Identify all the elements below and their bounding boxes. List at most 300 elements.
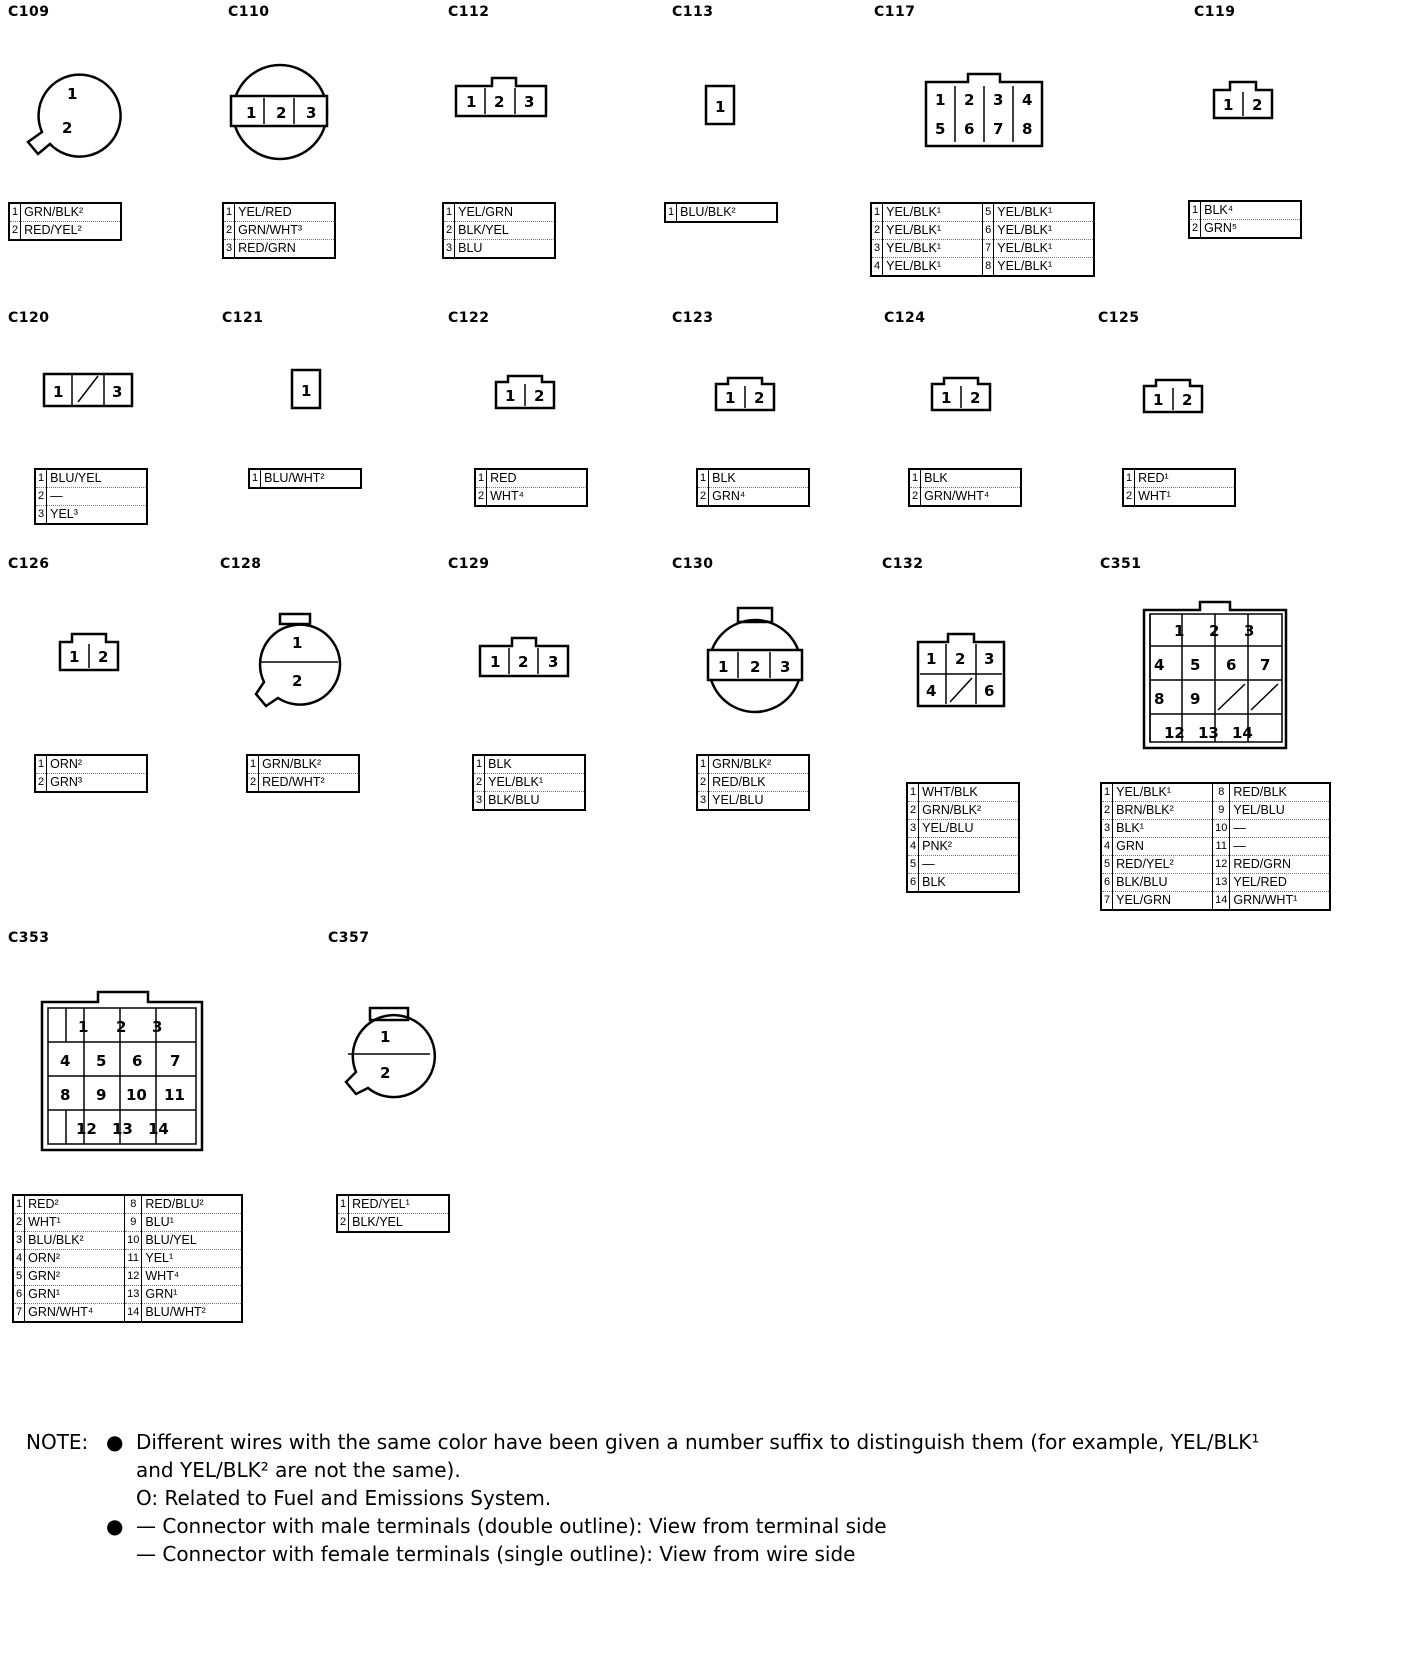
- wire-table: [908, 468, 1022, 507]
- wire-table: [472, 754, 586, 811]
- pin-number: 6: [1101, 874, 1113, 892]
- pin-number: 6: [983, 222, 994, 240]
- pin-number: 6: [13, 1286, 25, 1304]
- wire-row: [13, 1232, 242, 1250]
- pin-number: 1: [909, 469, 921, 488]
- svg-text:2: 2: [970, 389, 981, 407]
- wire-color: BLK/YEL: [455, 222, 556, 240]
- wire-color: WHT/BLK: [919, 783, 1020, 802]
- wire-color: YEL/BLK¹: [886, 259, 942, 273]
- wire-color: GRN/WHT³: [235, 222, 336, 240]
- wire-row: [9, 222, 121, 241]
- note-line-3: O: Related to Fuel and Emissions System.: [136, 1486, 552, 1510]
- svg-text:6: 6: [132, 1052, 143, 1070]
- svg-text:1: 1: [715, 98, 726, 116]
- wire-color: GRN/BLK²: [259, 755, 360, 774]
- svg-text:2: 2: [750, 658, 761, 676]
- wire-row: [1101, 802, 1330, 820]
- wire-color: YEL/BLU: [1230, 802, 1331, 820]
- svg-text:2: 2: [518, 653, 529, 671]
- pin-number: 2: [907, 802, 919, 820]
- wire-row: [1101, 820, 1330, 838]
- svg-text:2: 2: [98, 648, 109, 666]
- wire-table: [248, 468, 362, 489]
- wire-row: [697, 774, 809, 792]
- wire-row: [443, 222, 555, 240]
- wire-row: [223, 222, 335, 240]
- wire-row: [665, 203, 777, 222]
- svg-text:1: 1: [935, 91, 946, 109]
- connector-face: [916, 632, 1010, 712]
- wire-row: [35, 488, 147, 506]
- wire-table: [1100, 782, 1331, 911]
- wire-color: GRN/BLK²: [21, 203, 122, 222]
- svg-text:9: 9: [96, 1086, 107, 1104]
- wire-row: [473, 792, 585, 811]
- wire-color: BLK¹: [1113, 820, 1213, 838]
- pin-number: 1: [697, 755, 709, 774]
- wire-row: [13, 1268, 242, 1286]
- connector-face: [252, 612, 352, 712]
- wire-table: [906, 782, 1020, 893]
- pin-number: 2: [1101, 802, 1113, 820]
- wire-color: YEL/BLK¹: [883, 240, 983, 258]
- connector-id: C351: [1100, 556, 1142, 572]
- svg-text:12: 12: [76, 1120, 97, 1138]
- svg-text:13: 13: [112, 1120, 133, 1138]
- svg-text:8: 8: [1022, 120, 1033, 138]
- svg-text:6: 6: [1226, 656, 1237, 674]
- pin-number: 4: [907, 838, 919, 856]
- connector-face: [22, 62, 122, 162]
- connector-face: [930, 374, 996, 414]
- svg-text:3: 3: [112, 383, 123, 401]
- wire-row: [35, 755, 147, 774]
- wire-color: RED/BLK: [1230, 783, 1331, 802]
- wire-row: [1189, 220, 1301, 239]
- svg-text:2: 2: [276, 104, 287, 122]
- wire-row: [443, 240, 555, 259]
- pin-number: 2: [35, 774, 47, 793]
- pin-number: 10: [125, 1232, 142, 1250]
- wire-row: [13, 1195, 242, 1214]
- svg-text:1: 1: [1174, 622, 1185, 640]
- wire-color: YEL³: [50, 507, 78, 521]
- pin-number: 2: [443, 222, 455, 240]
- pin-number: 11: [1213, 838, 1230, 856]
- wire-color: BLU/BLK²: [680, 205, 736, 219]
- pin-number: 2: [909, 488, 921, 507]
- svg-text:3: 3: [152, 1018, 163, 1036]
- wire-color: YEL/BLK¹: [994, 222, 1095, 240]
- svg-text:4: 4: [1154, 656, 1165, 674]
- svg-text:11: 11: [164, 1086, 185, 1104]
- wire-color: BLK/YEL: [352, 1215, 403, 1229]
- wire-table: [696, 754, 810, 811]
- pin-number: 1: [223, 203, 235, 222]
- wire-row: [907, 802, 1019, 820]
- connector-id: C357: [328, 930, 370, 946]
- pin-number: 14: [125, 1304, 142, 1323]
- connector-id: C132: [882, 556, 924, 572]
- pin-number: 2: [1189, 220, 1201, 239]
- wire-color: YEL/RED: [1230, 874, 1331, 892]
- wire-color: RED/YEL²: [24, 223, 82, 237]
- wire-row: [475, 469, 587, 488]
- wire-row: [907, 856, 1019, 874]
- wire-color: BLU: [458, 241, 483, 255]
- wire-color: WHT⁴: [490, 489, 524, 503]
- svg-text:4: 4: [60, 1052, 71, 1070]
- connector-face: [924, 72, 1048, 152]
- connector-face: [704, 84, 738, 128]
- note-line-1: Different wires with the same color have been given a number suffix to distinguish them (for example, YEL/BLK¹: [136, 1430, 1260, 1454]
- wire-color: YEL/BLK¹: [994, 203, 1095, 222]
- pin-number: 4: [1101, 838, 1113, 856]
- wire-color: RED: [487, 469, 588, 488]
- wire-row: [35, 506, 147, 525]
- pin-number: 1: [475, 469, 487, 488]
- svg-text:8: 8: [1154, 690, 1165, 708]
- svg-text:1: 1: [292, 634, 303, 652]
- wire-color: PNK²: [919, 838, 1020, 856]
- svg-text:3: 3: [1244, 622, 1255, 640]
- wire-color: BLU¹: [142, 1214, 243, 1232]
- wire-table: [34, 468, 148, 525]
- svg-text:6: 6: [984, 682, 995, 700]
- wire-color: GRN/WHT⁴: [28, 1305, 94, 1319]
- wire-color: RED/YEL²: [1113, 856, 1213, 874]
- connector-face: [454, 74, 554, 124]
- svg-text:2: 2: [1182, 391, 1193, 409]
- wire-color: ORN²: [47, 755, 148, 774]
- svg-text:1: 1: [490, 653, 501, 671]
- svg-text:2: 2: [534, 387, 545, 405]
- wire-row: [1101, 838, 1330, 856]
- wire-row: [871, 222, 1094, 240]
- svg-text:1: 1: [78, 1018, 89, 1036]
- wire-row: [13, 1214, 242, 1232]
- pin-number: 9: [125, 1214, 142, 1232]
- wire-color: BLK: [921, 469, 1022, 488]
- wire-row: [35, 469, 147, 488]
- wire-color: RED/BLU²: [142, 1195, 243, 1214]
- pin-number: 2: [35, 488, 47, 506]
- svg-text:2: 2: [62, 119, 73, 137]
- pin-number: 2: [247, 774, 259, 793]
- pin-number: 1: [665, 203, 677, 222]
- pin-number: 2: [475, 488, 487, 507]
- wire-row: [697, 488, 809, 507]
- wire-color: GRN/WHT⁴: [924, 489, 990, 503]
- pin-number: 1: [247, 755, 259, 774]
- svg-text:7: 7: [170, 1052, 181, 1070]
- wire-row: [697, 792, 809, 811]
- wire-color: RED/YEL¹: [349, 1195, 450, 1214]
- wire-row: [1189, 201, 1301, 220]
- pin-number: 2: [337, 1214, 349, 1233]
- pin-number: 1: [1189, 201, 1201, 220]
- svg-text:3: 3: [984, 650, 995, 668]
- connector-face: [494, 372, 560, 412]
- pin-number: 1: [697, 469, 709, 488]
- pin-number: 4: [13, 1250, 25, 1268]
- wire-row: [13, 1250, 242, 1268]
- wire-table: [1188, 200, 1302, 239]
- wire-row: [909, 488, 1021, 507]
- connector-face: [228, 64, 338, 164]
- svg-text:2: 2: [494, 93, 505, 111]
- wire-row: [907, 874, 1019, 893]
- pin-number: 5: [907, 856, 919, 874]
- wire-row: [1101, 874, 1330, 892]
- pin-number: 1: [337, 1195, 349, 1214]
- pin-number: 1: [35, 755, 47, 774]
- pin-number: 1: [13, 1195, 25, 1214]
- pin-number: 1: [907, 783, 919, 802]
- connector-face: [42, 368, 138, 412]
- wire-table: [474, 468, 588, 507]
- connector-id: C117: [874, 4, 916, 20]
- wire-color: RED/GRN: [1230, 856, 1331, 874]
- note-line-2: and YEL/BLK² are not the same).: [136, 1458, 461, 1482]
- wire-color: YEL/BLK¹: [883, 222, 983, 240]
- wire-color: WHT¹: [1138, 489, 1171, 503]
- wire-color: BLK⁴: [1201, 201, 1302, 220]
- connector-id: C353: [8, 930, 50, 946]
- svg-text:1: 1: [1223, 96, 1234, 114]
- svg-text:3: 3: [993, 91, 1004, 109]
- wire-row: [337, 1214, 449, 1233]
- connector-face: [1142, 600, 1290, 752]
- note-line-5: — Connector with female terminals (single outline): View from wire side: [136, 1542, 856, 1566]
- pin-number: 2: [473, 774, 485, 792]
- connector-id: C125: [1098, 310, 1140, 326]
- pin-number: 13: [125, 1286, 142, 1304]
- pin-number: 14: [1213, 892, 1230, 911]
- wire-row: [223, 203, 335, 222]
- wire-color: YEL/BLK¹: [997, 259, 1053, 273]
- svg-text:1: 1: [67, 85, 78, 103]
- wire-table: [696, 468, 810, 507]
- wire-table: [870, 202, 1095, 277]
- wire-color: YEL/BLU: [919, 820, 1020, 838]
- pin-number: 12: [1213, 856, 1230, 874]
- wire-row: [35, 774, 147, 793]
- svg-text:2: 2: [292, 672, 303, 690]
- connector-id: C123: [672, 310, 714, 326]
- connector-id: C120: [8, 310, 50, 326]
- note-line-4: — Connector with male terminals (double outline): View from terminal side: [136, 1514, 887, 1538]
- svg-text:13: 13: [1198, 724, 1219, 742]
- wire-row: [9, 203, 121, 222]
- pin-number: 2: [697, 488, 709, 507]
- svg-text:3: 3: [548, 653, 559, 671]
- pin-number: 1: [9, 203, 21, 222]
- wire-color: BLU/WHT²: [264, 471, 325, 485]
- wire-row: [249, 469, 361, 488]
- wire-row: [473, 774, 585, 792]
- pin-number: 3: [13, 1232, 25, 1250]
- wire-color: WHT⁴: [142, 1268, 243, 1286]
- pin-number: 2: [9, 222, 21, 241]
- wire-color: BLU/YEL: [142, 1232, 243, 1250]
- pin-number: 3: [223, 240, 235, 259]
- wire-color: GRN¹: [142, 1286, 243, 1304]
- wire-table: [442, 202, 556, 259]
- wire-color: YEL/RED: [235, 203, 336, 222]
- svg-text:1: 1: [301, 382, 312, 400]
- wire-row: [907, 820, 1019, 838]
- pin-number: 6: [907, 874, 919, 893]
- connector-id: C129: [448, 556, 490, 572]
- connector-face: [342, 1006, 442, 1106]
- pin-number: 5: [983, 203, 994, 222]
- svg-text:1: 1: [466, 93, 477, 111]
- wire-color: BRN/BLK²: [1113, 802, 1213, 820]
- pin-number: 7: [983, 240, 994, 258]
- pin-number: 3: [473, 792, 485, 811]
- svg-text:6: 6: [964, 120, 975, 138]
- connector-id: C126: [8, 556, 50, 572]
- wire-color: GRN²: [25, 1268, 125, 1286]
- wire-row: [871, 240, 1094, 258]
- wire-color: RED²: [25, 1195, 125, 1214]
- wire-color: BLK: [709, 469, 810, 488]
- connector-id: C112: [448, 4, 490, 20]
- svg-text:8: 8: [60, 1086, 71, 1104]
- connector-face: [290, 368, 324, 412]
- pin-number: 3: [871, 240, 883, 258]
- connector-face: [714, 374, 780, 414]
- wire-table: [222, 202, 336, 259]
- connector-face: [40, 990, 208, 1154]
- pin-number: 10: [1213, 820, 1230, 838]
- pin-number: 3: [1101, 820, 1113, 838]
- wire-color: GRN⁴: [712, 489, 746, 503]
- pin-number: 2: [223, 222, 235, 240]
- wire-row: [473, 755, 585, 774]
- wire-row: [697, 755, 809, 774]
- wire-table: [664, 202, 778, 223]
- wire-color: —: [1230, 820, 1331, 838]
- svg-text:12: 12: [1164, 724, 1185, 742]
- svg-text:1: 1: [246, 104, 257, 122]
- wire-color: —: [1230, 838, 1331, 856]
- svg-text:14: 14: [148, 1120, 169, 1138]
- wire-color: WHT¹: [25, 1214, 125, 1232]
- wire-table: [12, 1194, 243, 1323]
- pin-number: 12: [125, 1268, 142, 1286]
- connector-id: C128: [220, 556, 262, 572]
- wire-color: RED/WHT²: [262, 775, 325, 789]
- pin-number: 1: [871, 203, 883, 222]
- pin-number: 2: [697, 774, 709, 792]
- wire-color: GRN/BLK²: [709, 755, 810, 774]
- connector-face: [478, 634, 574, 682]
- svg-text:7: 7: [1260, 656, 1271, 674]
- svg-text:1: 1: [1153, 391, 1164, 409]
- note-label: NOTE:: [26, 1430, 89, 1454]
- svg-text:3: 3: [780, 658, 791, 676]
- wire-row: [443, 203, 555, 222]
- wire-row: [13, 1304, 242, 1323]
- svg-text:4: 4: [926, 682, 937, 700]
- pin-number: 3: [907, 820, 919, 838]
- connector-face: [700, 606, 810, 716]
- connector-id: C110: [228, 4, 270, 20]
- svg-text:14: 14: [1232, 724, 1253, 742]
- wire-table: [34, 754, 148, 793]
- wire-color: BLK/BLU: [488, 793, 540, 807]
- svg-text:5: 5: [96, 1052, 107, 1070]
- wire-color: YEL/BLK¹: [1113, 783, 1213, 802]
- wire-table: [8, 202, 122, 241]
- wire-color: GRN⁵: [1204, 221, 1238, 235]
- wire-color: BLK: [922, 875, 946, 889]
- wire-row: [1123, 469, 1235, 488]
- wire-color: YEL/BLK¹: [485, 774, 586, 792]
- svg-text:5: 5: [1190, 656, 1201, 674]
- svg-text:2: 2: [1252, 96, 1263, 114]
- connector-id: C122: [448, 310, 490, 326]
- pin-number: 2: [13, 1214, 25, 1232]
- wire-color: YEL¹: [142, 1250, 243, 1268]
- pin-number: 11: [125, 1250, 142, 1268]
- bullet-icon: ●: [106, 1514, 124, 1538]
- pin-number: 1: [249, 469, 261, 488]
- svg-text:2: 2: [1209, 622, 1220, 640]
- wire-row: [907, 838, 1019, 856]
- svg-text:1: 1: [718, 658, 729, 676]
- wire-color: BLU/BLK²: [25, 1232, 125, 1250]
- wire-row: [475, 488, 587, 507]
- wire-color: —: [47, 488, 148, 506]
- svg-text:10: 10: [126, 1086, 147, 1104]
- wire-row: [871, 258, 1094, 277]
- svg-text:2: 2: [964, 91, 975, 109]
- svg-text:3: 3: [306, 104, 317, 122]
- wire-color: RED/GRN: [238, 241, 296, 255]
- pin-number: 2: [1123, 488, 1135, 507]
- wire-row: [697, 469, 809, 488]
- wire-color: RED/BLK: [709, 774, 810, 792]
- svg-text:1: 1: [53, 383, 64, 401]
- pin-number: 8: [125, 1195, 142, 1214]
- legend-note: [26, 1428, 1416, 1568]
- connector-id: C113: [672, 4, 714, 20]
- wire-color: GRN³: [50, 775, 83, 789]
- svg-text:1: 1: [505, 387, 516, 405]
- wire-color: ORN²: [25, 1250, 125, 1268]
- pin-number: 5: [13, 1268, 25, 1286]
- pin-number: 1: [1123, 469, 1135, 488]
- wire-color: YEL/BLU: [712, 793, 764, 807]
- svg-text:2: 2: [754, 389, 765, 407]
- pin-number: 1: [1101, 783, 1113, 802]
- pin-number: 5: [1101, 856, 1113, 874]
- wire-row: [223, 240, 335, 259]
- svg-text:1: 1: [69, 648, 80, 666]
- connector-id: C119: [1194, 4, 1236, 20]
- svg-text:1: 1: [380, 1028, 391, 1046]
- wire-color: BLU/YEL: [47, 469, 148, 488]
- wire-row: [337, 1195, 449, 1214]
- connector-id: C109: [8, 4, 50, 20]
- wire-color: YEL/GRN: [455, 203, 556, 222]
- pin-number: 3: [35, 506, 47, 525]
- svg-text:7: 7: [993, 120, 1004, 138]
